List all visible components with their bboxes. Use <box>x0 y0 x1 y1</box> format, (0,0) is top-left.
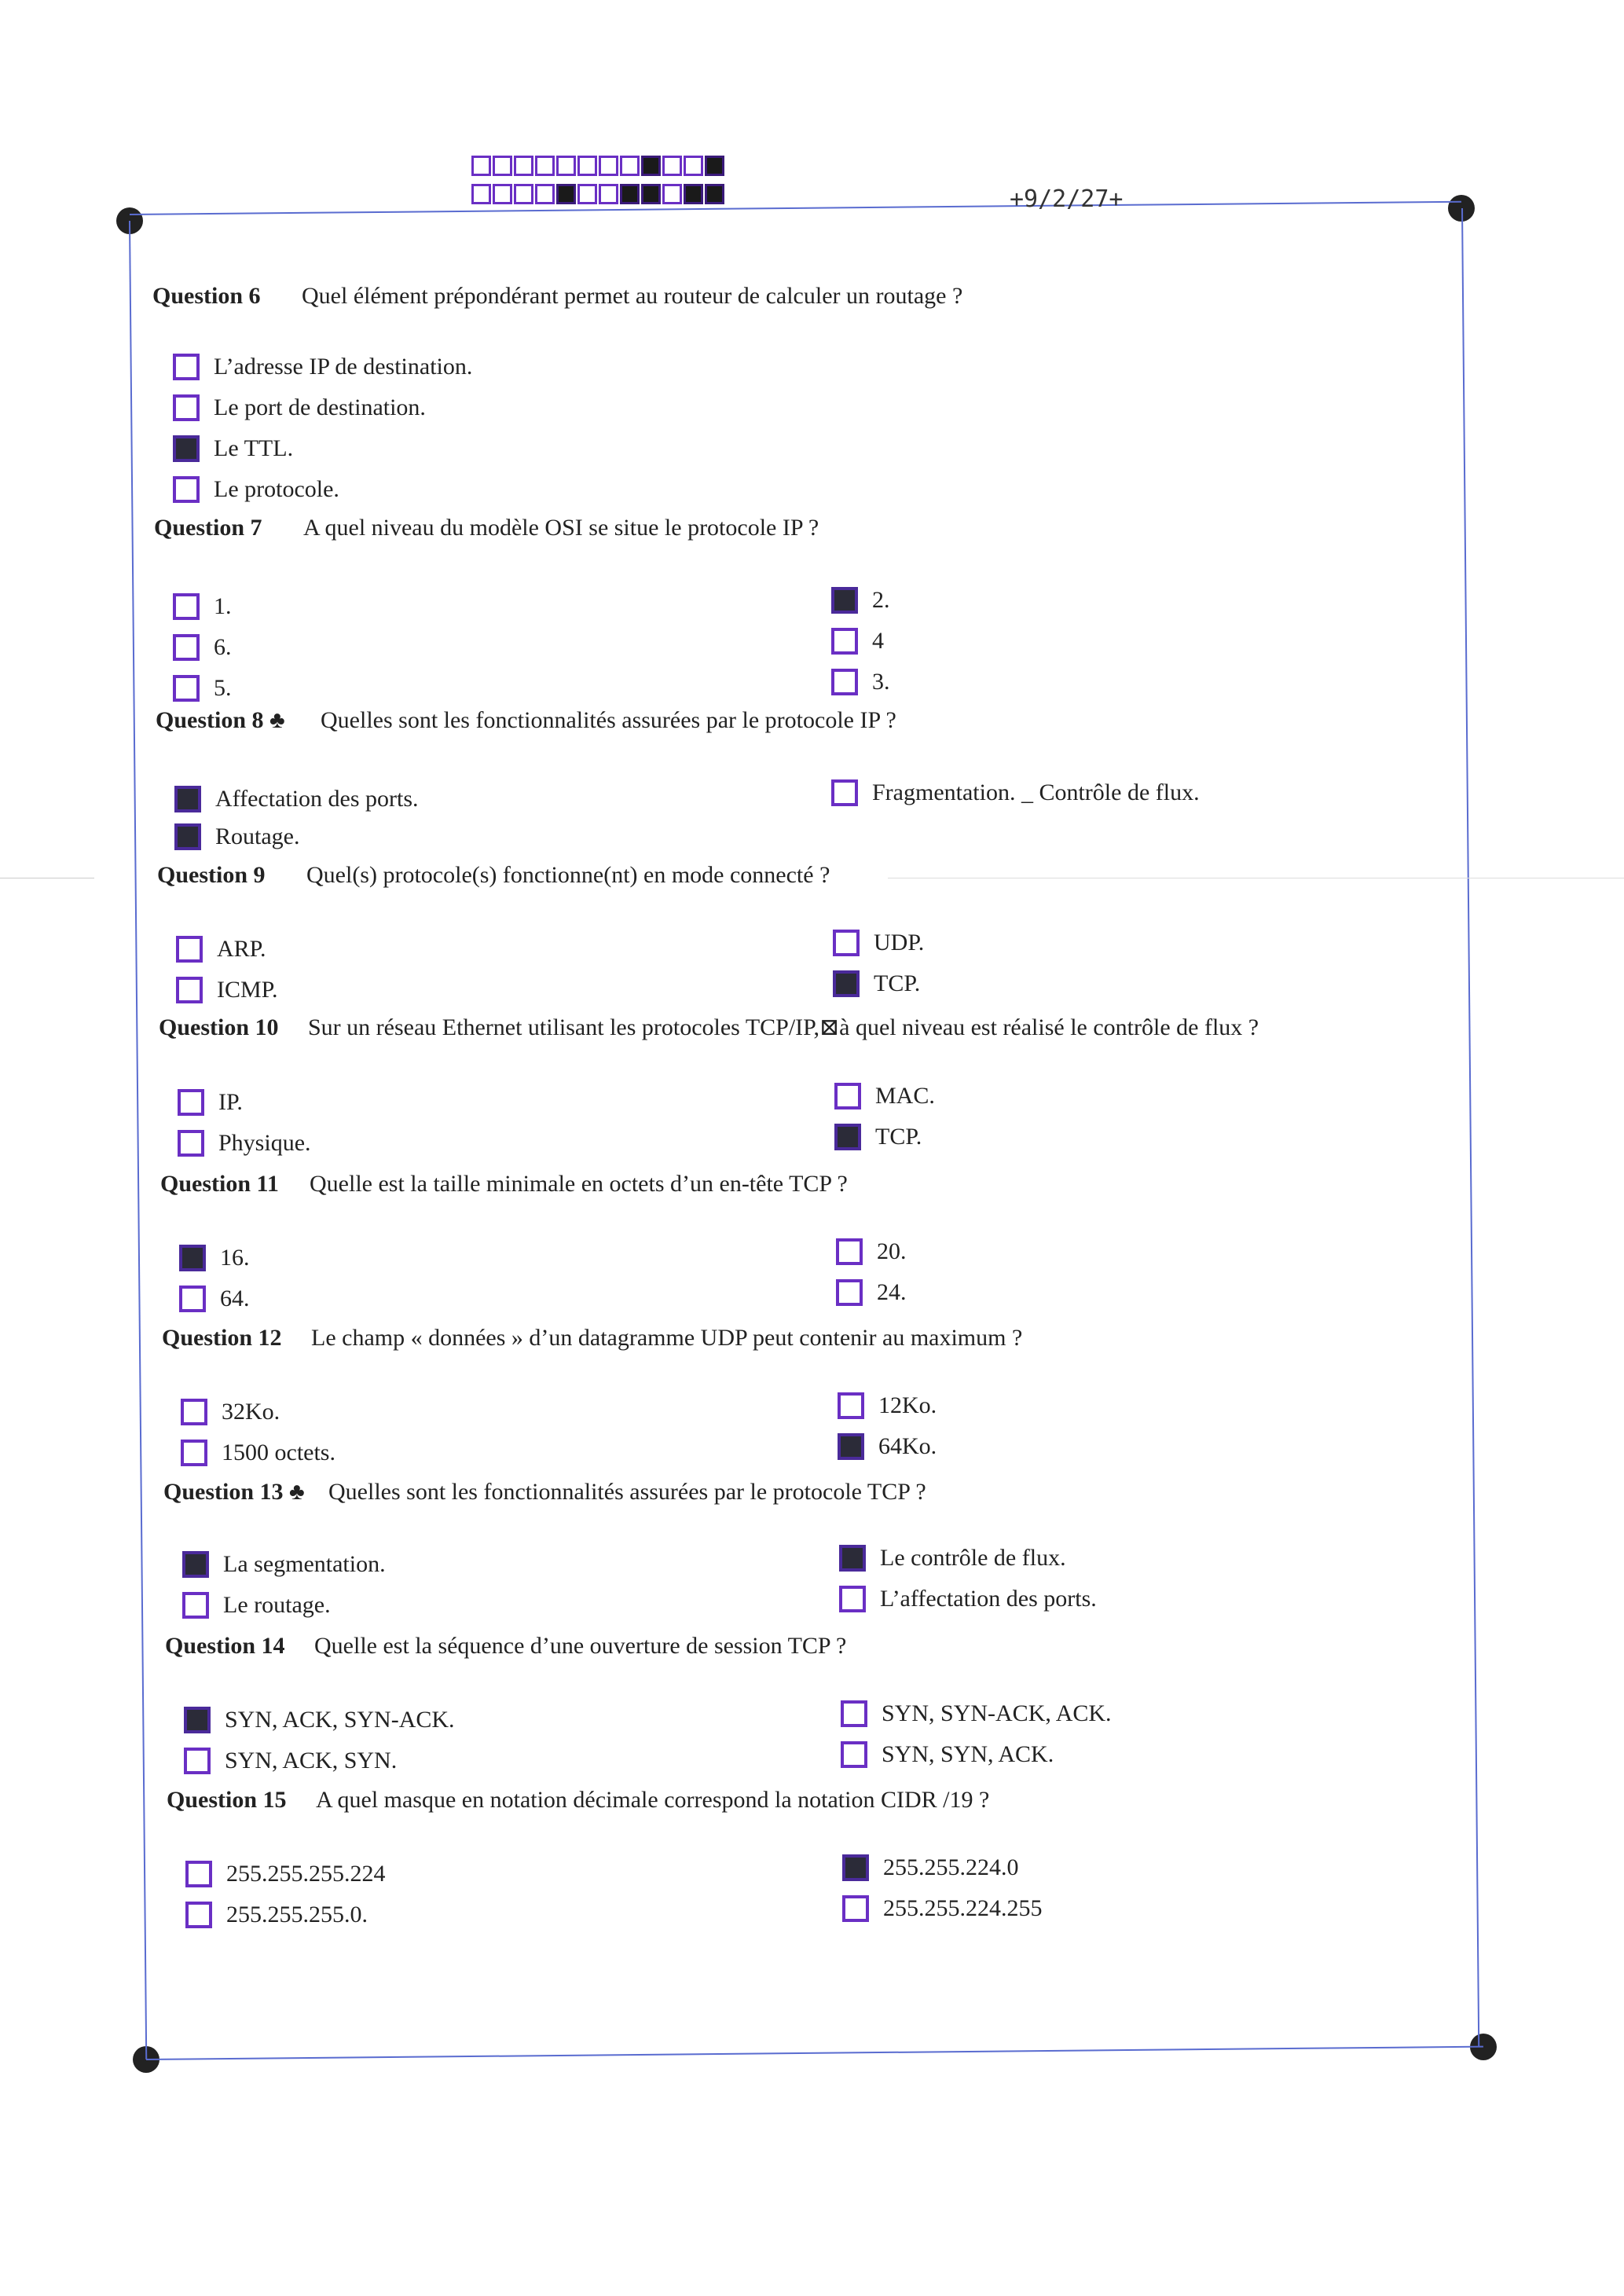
checkbox-unchecked[interactable] <box>833 930 860 956</box>
code-cell <box>577 156 597 176</box>
code-cell <box>684 156 703 176</box>
answer-label: 64. <box>220 1286 250 1311</box>
answer-label: 2. <box>872 587 890 613</box>
answer-option[interactable] <box>834 1124 922 1150</box>
checkbox-unchecked[interactable] <box>831 669 858 695</box>
answer-option[interactable] <box>838 1392 937 1419</box>
answer-label: Fragmentation. _ Contrôle de flux. <box>872 779 1200 805</box>
answer-label: MAC. <box>875 1083 935 1109</box>
answer-option[interactable] <box>173 354 472 380</box>
club-icon: ♣ <box>289 1479 305 1505</box>
answer-option[interactable] <box>173 675 232 702</box>
code-cell <box>493 184 512 204</box>
checkbox-unchecked[interactable] <box>836 1279 863 1306</box>
code-cell <box>514 184 533 204</box>
checkbox-unchecked[interactable] <box>841 1741 867 1768</box>
question-header <box>167 1787 989 1814</box>
answer-label: 64Ko. <box>878 1433 937 1459</box>
answer-label: ICMP. <box>217 977 278 1003</box>
answer-option[interactable] <box>173 394 426 421</box>
question-number: Question 13 <box>163 1479 284 1505</box>
answer-label: 1. <box>214 593 232 619</box>
checkbox-unchecked[interactable] <box>176 936 203 963</box>
answer-option[interactable] <box>179 1286 250 1312</box>
answer-label: 4 <box>872 628 884 654</box>
checkbox-unchecked[interactable] <box>185 1902 212 1928</box>
checkbox-unchecked[interactable] <box>176 977 203 1003</box>
checkbox-checked[interactable] <box>173 435 200 462</box>
question-number: Question 11 <box>160 1171 279 1197</box>
question-number: Question 7 <box>154 515 262 541</box>
code-cell <box>471 184 491 204</box>
answer-label: 16. <box>220 1245 250 1271</box>
answer-option[interactable] <box>833 970 920 997</box>
answer-option[interactable] <box>838 1433 937 1460</box>
answer-label: L’adresse IP de destination. <box>214 354 473 380</box>
question-number: Question 12 <box>162 1325 282 1351</box>
answer-label: Le TTL. <box>214 435 294 461</box>
checkbox-checked[interactable] <box>174 823 201 850</box>
checkbox-unchecked[interactable] <box>178 1089 204 1116</box>
checkbox-unchecked[interactable] <box>838 1392 864 1419</box>
question-header <box>157 862 830 889</box>
checkbox-unchecked[interactable] <box>182 1592 209 1619</box>
answer-label: 255.255.224.255 <box>883 1895 1043 1921</box>
question-header <box>152 283 962 310</box>
checkbox-checked[interactable] <box>182 1551 209 1578</box>
checkbox-checked[interactable] <box>174 786 201 812</box>
checkbox-unchecked[interactable] <box>173 593 200 620</box>
answer-option[interactable] <box>173 435 293 462</box>
answer-option[interactable] <box>173 476 339 503</box>
checkbox-unchecked[interactable] <box>836 1238 863 1265</box>
checkbox-unchecked[interactable] <box>831 628 858 655</box>
question-header <box>165 1633 846 1660</box>
frame-bottom-line <box>146 2046 1483 2060</box>
answer-label: 3. <box>872 669 890 695</box>
question-header <box>160 1171 848 1198</box>
question-number: Question 8 <box>156 707 264 733</box>
checkbox-unchecked[interactable] <box>173 476 200 503</box>
answer-option[interactable] <box>184 1707 455 1733</box>
answer-label: 255.255.255.0. <box>226 1902 368 1927</box>
question-text: Quel(s) protocole(s) fonctionne(nt) en mode connecté ? <box>306 862 830 888</box>
code-cell <box>599 184 618 204</box>
answer-option[interactable] <box>182 1551 386 1578</box>
code-cell <box>471 156 491 176</box>
answer-option[interactable] <box>185 1861 386 1887</box>
code-cell <box>556 184 576 204</box>
answer-option[interactable] <box>185 1902 368 1928</box>
answer-option[interactable] <box>182 1592 331 1619</box>
answer-label: Routage. <box>215 823 300 849</box>
answer-option[interactable] <box>174 823 299 850</box>
answer-option[interactable] <box>836 1238 907 1265</box>
question-number-holder <box>156 707 321 734</box>
answer-label: 12Ko. <box>878 1392 937 1418</box>
answer-option[interactable] <box>173 593 232 620</box>
answer-label: ARP. <box>217 936 266 962</box>
code-cell <box>535 184 555 204</box>
answer-option[interactable] <box>839 1545 1066 1572</box>
answer-option[interactable] <box>831 669 890 695</box>
code-cell <box>705 156 724 176</box>
answer-label: Le port de destination. <box>214 394 426 420</box>
code-cell <box>620 184 640 204</box>
answer-option[interactable] <box>841 1700 1112 1727</box>
answer-label: 5. <box>214 675 232 701</box>
frame-right-line <box>1461 208 1479 2047</box>
checkbox-unchecked[interactable] <box>839 1586 866 1612</box>
question-number-holder <box>163 1479 328 1506</box>
answer-label: 6. <box>214 634 232 660</box>
answer-label: 255.255.224.0 <box>883 1854 1019 1880</box>
question-header <box>159 1014 1259 1041</box>
answer-label: 1500 octets. <box>222 1440 335 1465</box>
answer-label: UDP. <box>874 930 925 955</box>
code-row <box>471 156 726 179</box>
checkbox-checked[interactable] <box>839 1545 866 1572</box>
answer-option[interactable] <box>178 1130 311 1157</box>
answer-option[interactable] <box>181 1440 335 1466</box>
question-number: Question 9 <box>157 862 266 888</box>
checkbox-checked[interactable] <box>179 1245 206 1271</box>
answer-label: 24. <box>877 1279 907 1305</box>
checkbox-checked[interactable] <box>833 970 860 997</box>
page-code-grid <box>471 156 726 212</box>
checkbox-unchecked[interactable] <box>173 354 200 380</box>
answer-label: SYN, SYN-ACK, ACK. <box>882 1700 1112 1726</box>
question-number: Question 14 <box>165 1633 285 1659</box>
checkbox-unchecked[interactable] <box>184 1748 211 1774</box>
checkbox-unchecked[interactable] <box>842 1895 869 1922</box>
answer-option[interactable] <box>173 634 232 661</box>
answer-option[interactable] <box>176 936 266 963</box>
question-text: A quel masque en notation décimale correspond la notation CIDR /19 ? <box>316 1787 990 1813</box>
answer-label: Affectation des ports. <box>215 786 419 812</box>
answer-label: SYN, SYN, ACK. <box>882 1741 1054 1767</box>
checkbox-unchecked[interactable] <box>181 1399 207 1425</box>
code-cell <box>620 156 640 176</box>
question-number: Question 6 <box>152 283 261 309</box>
code-cell <box>577 184 597 204</box>
question-text: A quel niveau du modèle OSI se situe le protocole IP ? <box>303 515 819 541</box>
answer-label: Le routage. <box>223 1592 331 1618</box>
code-cell <box>641 184 661 204</box>
answer-label: Le protocole. <box>214 476 339 502</box>
checkbox-unchecked[interactable] <box>178 1130 204 1157</box>
checkbox-unchecked[interactable] <box>831 779 858 806</box>
code-cell <box>641 156 661 176</box>
frame-left-line <box>129 221 147 2059</box>
code-cell <box>705 184 724 204</box>
answer-label: Le contrôle de flux. <box>880 1545 1066 1571</box>
checkbox-unchecked[interactable] <box>179 1286 206 1312</box>
answer-label: 20. <box>877 1238 907 1264</box>
question-text: Quelle est la séquence d’une ouverture de session TCP ? <box>314 1633 847 1659</box>
checkbox-unchecked[interactable] <box>841 1700 867 1727</box>
question-text: Le champ « données » d’un datagramme UDP peut contenir au maximum ? <box>311 1325 1023 1351</box>
answer-option[interactable] <box>176 977 278 1003</box>
answer-option[interactable] <box>842 1854 1019 1881</box>
code-row <box>471 184 726 207</box>
answer-option[interactable] <box>178 1089 243 1116</box>
code-cell <box>514 156 533 176</box>
question-header <box>162 1325 1022 1352</box>
answer-option[interactable] <box>834 1083 935 1109</box>
checkbox-unchecked[interactable] <box>173 675 200 702</box>
answer-label: TCP. <box>874 970 921 996</box>
answer-label: IP. <box>218 1089 243 1115</box>
question-header <box>154 515 819 541</box>
answer-option[interactable] <box>841 1741 1054 1768</box>
club-icon: ♣ <box>269 707 285 733</box>
answer-option[interactable] <box>831 779 1200 806</box>
page-id: +9/2/27+ <box>1010 185 1124 213</box>
checkbox-checked[interactable] <box>838 1433 864 1460</box>
answer-label: Physique. <box>218 1130 311 1156</box>
answer-label: L’affectation des ports. <box>880 1586 1097 1612</box>
answer-label: La segmentation. <box>223 1551 386 1577</box>
answer-label: SYN, ACK, SYN-ACK. <box>225 1707 455 1733</box>
code-cell <box>535 156 555 176</box>
question-text: Quelles sont les fonctionnalités assurées par le protocole TCP ? <box>328 1479 926 1505</box>
answer-option[interactable] <box>181 1399 280 1425</box>
answer-option[interactable] <box>831 628 884 655</box>
answer-option[interactable] <box>839 1586 1097 1612</box>
answer-option[interactable] <box>833 930 924 956</box>
answer-option[interactable] <box>174 786 419 812</box>
question-number: Question 15 <box>167 1787 287 1813</box>
checkbox-unchecked[interactable] <box>185 1861 212 1887</box>
code-cell <box>599 156 618 176</box>
question-header <box>156 707 896 734</box>
code-cell <box>493 156 512 176</box>
checkbox-checked[interactable] <box>842 1854 869 1881</box>
question-text: Quelles sont les fonctionnalités assurées par le protocole IP ? <box>321 707 896 733</box>
answer-option[interactable] <box>842 1895 1043 1922</box>
question-text: Quel élément prépondérant permet au routeur de calculer un routage ? <box>302 283 963 309</box>
code-cell <box>684 184 703 204</box>
question-text: Sur un réseau Ethernet utilisant les protocoles TCP/IP,⊠à quel niveau est réalisé le contrôle de flux ? <box>308 1014 1259 1040</box>
answer-label: 32Ko. <box>222 1399 280 1425</box>
answer-option[interactable] <box>836 1279 907 1306</box>
checkbox-unchecked[interactable] <box>173 394 200 421</box>
checkbox-checked[interactable] <box>834 1124 861 1150</box>
code-cell <box>662 156 682 176</box>
frame-top-line <box>130 201 1461 215</box>
answer-label: 255.255.255.224 <box>226 1861 386 1887</box>
code-cell <box>662 184 682 204</box>
checkbox-checked[interactable] <box>831 587 858 614</box>
answer-option[interactable] <box>179 1245 250 1271</box>
answer-option[interactable] <box>184 1748 397 1774</box>
question-number: Question 10 <box>159 1014 279 1040</box>
answer-label: TCP. <box>875 1124 922 1150</box>
question-text: Quelle est la taille minimale en octets d’un en-tête TCP ? <box>310 1171 848 1197</box>
checkbox-unchecked[interactable] <box>173 634 200 661</box>
question-header <box>163 1479 926 1506</box>
answer-label: SYN, ACK, SYN. <box>225 1748 398 1773</box>
checkbox-checked[interactable] <box>184 1707 211 1733</box>
checkbox-unchecked[interactable] <box>834 1083 861 1109</box>
answer-option[interactable] <box>831 587 890 614</box>
code-cell <box>556 156 576 176</box>
checkbox-unchecked[interactable] <box>181 1440 207 1466</box>
